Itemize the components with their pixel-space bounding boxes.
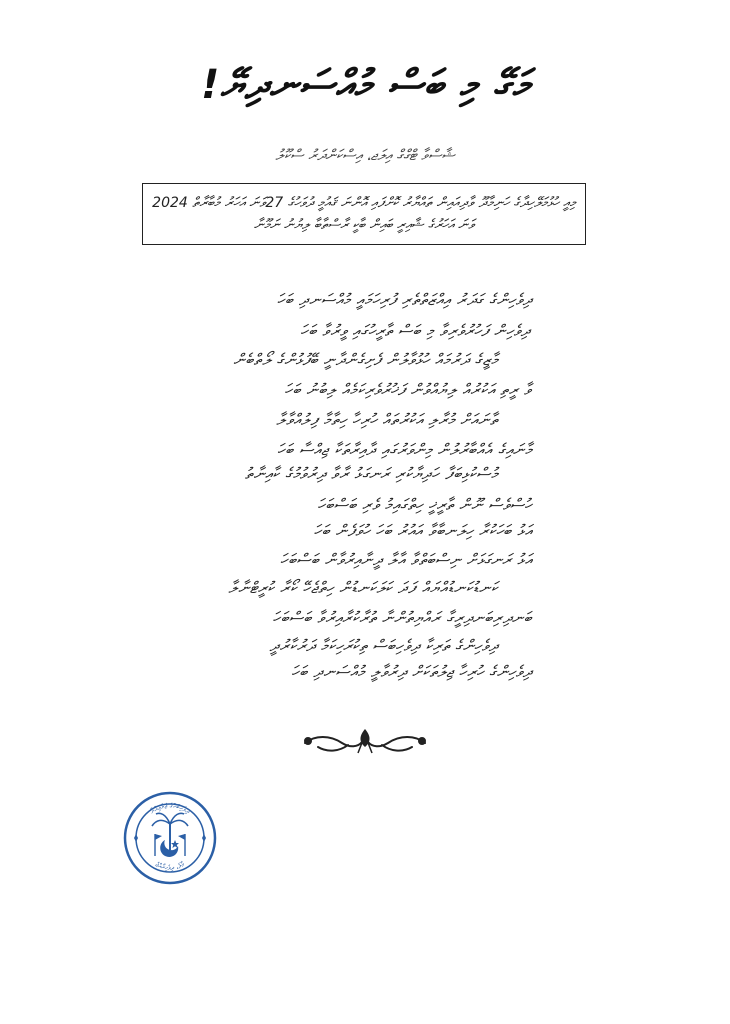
poem-line: ދިވެހިންގެ ގަދަރު އިއްޒަތްތެރި ފުރިހަމައީ މުއްސަނދި ބަހަ: [276, 290, 532, 309]
poem-title: މަގޭ މި ބަސް މުއްސަނދިޔޭ!: [201, 62, 529, 108]
poem-line: މާނައިގެ އެއްބާރުލުން މިންވަރުގައި ދާއިރާތަކާ ޖިއްސާ ބަހަ: [277, 440, 532, 459]
notice-line-2: ވަނަ އަހަރުގެ ޝާއިރީ ބައިން ބާކީ ރާސްތާބާ ލިޔުނު ނަމޫނާ: [253, 217, 475, 233]
seal-top-text: ދިވެހިބަހުގެ ޖަމްޢިއްޔާ: [148, 801, 192, 816]
poem-line: ދިވެހިންގެ ހުރިހާ ޖިލުތަކަށް ދިރުވާލީ މުއްސަނދި ބަހަ: [291, 662, 532, 681]
poem-line: ވާ ރީތި އަކުރުއް ލިޔުއްވުން ފަޚުރުވެރިކަމެއް ލިބުނު ބަހަ: [284, 380, 532, 399]
poem-line: އަޅު ބަހަކުރާ ހިލަނބާވާ އައުރު ބަހަ ހުވަފެން ބަހަ: [313, 521, 532, 540]
flourish-ornament-icon: [300, 725, 430, 757]
official-seal: [122, 790, 218, 886]
poem-line: އަޅު ރަނގަޅަށް ނިސްބަތްވާ އާލާ ދީނާއިރުވާން ބަސްބަހަ: [280, 550, 532, 569]
poem-line: ދިވެހިން ފަހުރުވެރިވާ މި ބަސް ތާރީހުގައި ވީރުވާ ބަހަ: [300, 321, 530, 340]
poem-line: ބަނދިރިބަނދިރީގާ ރައްޔިތުންނާ ތުރާކުރާއިރުވާ ބަސްބަހަ: [272, 608, 532, 627]
poem-line: މާޒީގެ ދަރުމައް ހުޅުވާލުން ފެށިގެންދާނީ ބޭފުޅުންގެ ލޯތްބެން: [233, 350, 498, 369]
notice-line-1: މިއީ ހުޅުމަލޭހިދާގެ ހަނިމާދޫ ވާދިއައިން ތައްޔާރު ކޮށްފައި އޮންނަ ޤައުމީ ދުވަހުގެ 27ވަނަ އަހަރު މުބާރާތް 2024: [152, 195, 576, 211]
poem-line: ދިވެހިންގެ ތަރިކާ ދިވެހިބަސް ތިކުރަހިކަމާ ދަރުކާރުދީ: [269, 636, 498, 655]
svg-text:ދިވެހިބަހުގެ ޖަމްޢިއްޔާ: [148, 802, 192, 816]
poem-line: ހުސްވެސް ނޫން ތާރީޚީ ހިތްގައިމު ވެރި ބަސްބަހަ: [317, 495, 532, 514]
poem-line: ތާނައަށް މުރާލި އަކުރުތައް ހުރިހާ ހިތާމާ ފިލުއްވާލާ: [276, 410, 498, 429]
seal-bottom-text: މާލެ، ދިވެހިރާއްޖެ: [154, 860, 186, 873]
author-line: ޝާސްވާ ޓްގްގް އިލަޖ، އިސްކަންދަރު ސްކޫލު: [275, 146, 455, 164]
poem-line: ކަނޑުކަނޑުއްޔައް ފަދަ ކަލަކަނޑުން ހިތްޖެހޭ ކޯރާ ކުރީޓްނާލާ: [228, 578, 498, 597]
poem-line: މުސްކުޅިބަފާ ހަދިޔާކުރި ރަނގަޅު ރާވާ ދިރުވުމުގެ ކާއިނާތު: [244, 464, 498, 483]
